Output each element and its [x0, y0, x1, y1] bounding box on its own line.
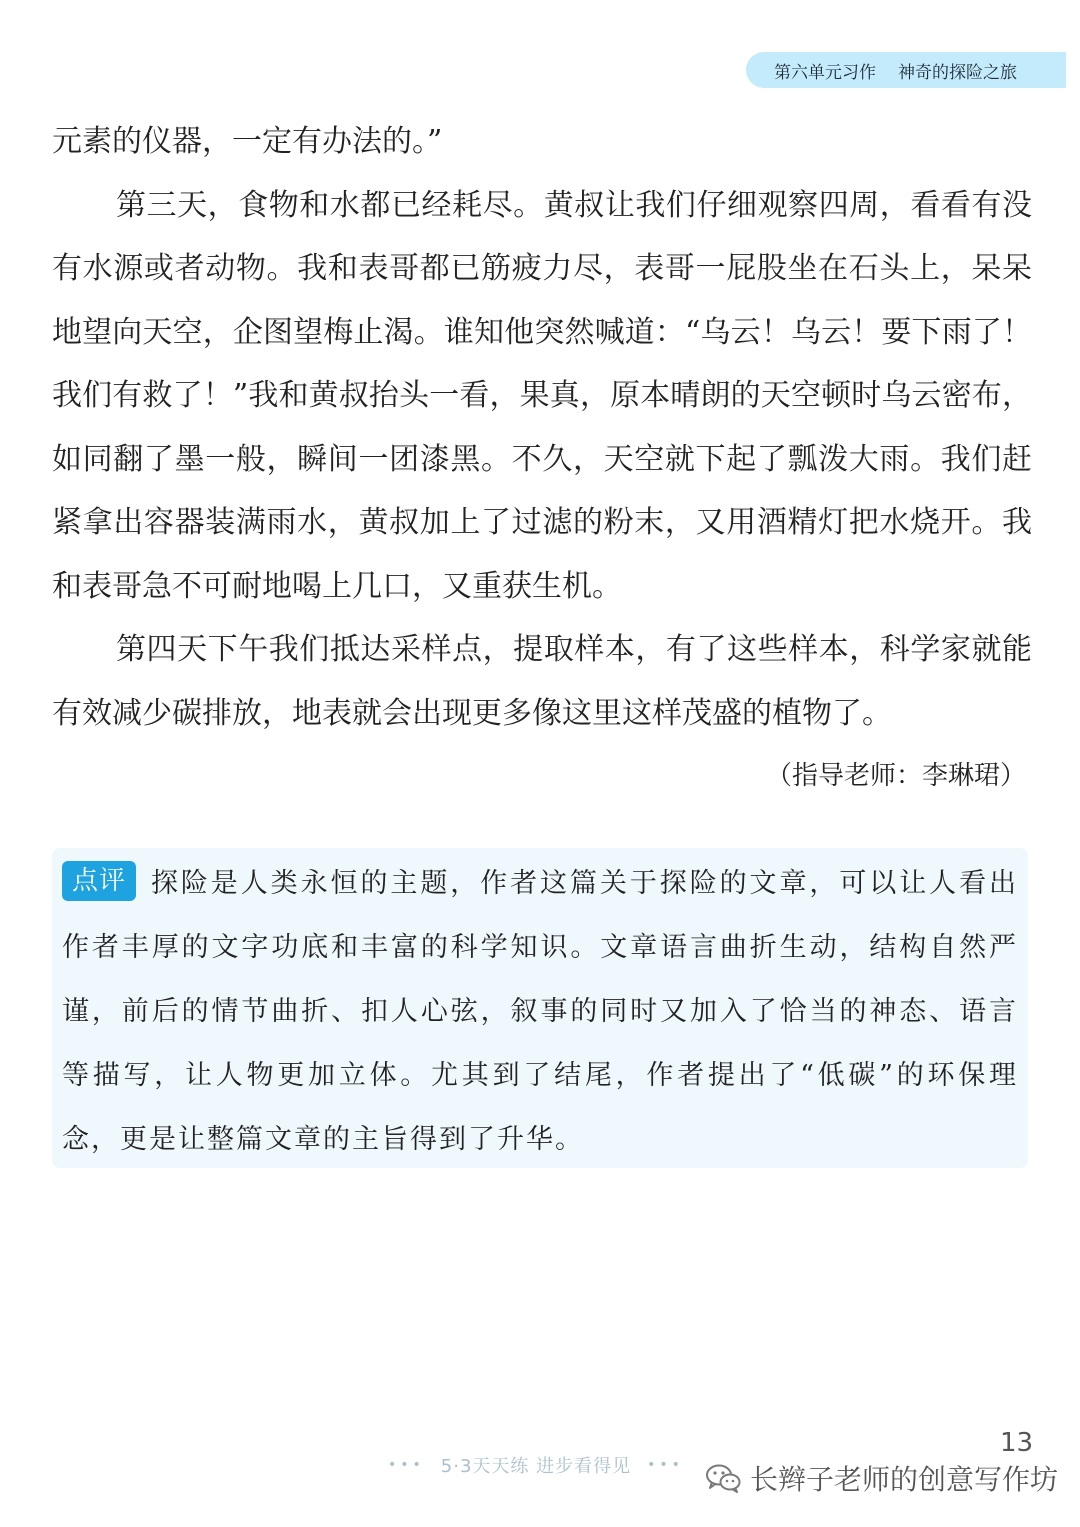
footer-dots-left: ••• [388, 1457, 425, 1473]
footer-dots-right: ••• [647, 1457, 684, 1473]
wechat-icon [704, 1463, 742, 1493]
watermark [704, 1458, 1058, 1498]
page-number: 13 [1000, 1428, 1034, 1458]
comment-paragraph [62, 852, 1018, 1172]
comment-badge: 点评 [62, 861, 136, 901]
footer-slogan-bar [388, 1452, 684, 1478]
unit-label: 第六单元习作 [774, 62, 876, 83]
chapter-title: 神奇的探险之旅 [898, 62, 1017, 83]
watermark-text: 长辫子老师的创意写作坊 [750, 1463, 1059, 1496]
comment-box [52, 848, 1028, 1168]
essay-body [52, 110, 1032, 809]
chapter-header-tab [746, 52, 1066, 88]
teacher-signature: （指导老师：李琳珺） [765, 761, 1026, 791]
comment-text: 探险是人类永恒的主题，作者这篇关于探险的文章，可以让人看出作者丰厚的文字功底和丰富的科学知识。文章语言曲折生动，结构自然严谨，前后的情节曲折、扣人心弦，叙事的同时又加入了恰当的神态、语言等描写，让人物更加立体。尤其到了结尾，作者提出了“低碳”的环保理念，更是让整篇文章的主旨得到了升华。 [62, 868, 1018, 1155]
footer-slogan: 5·3天天练 进步看得见 [440, 1456, 632, 1477]
essay-paragraph-continued: 元素的仪器，一定有办法的。” [52, 124, 443, 159]
essay-paragraph: 第四天下午我们抵达采样点，提取样本，有了这些样本，科学家就能有效减少碳排放，地表就会出现更多像这里这样茂盛的植物了。 [52, 632, 1032, 731]
essay-paragraph: 第三天，食物和水都已经耗尽。黄叔让我们仔细观察四周，看看有没有水源或者动物。我和表哥都已筋疲力尽，表哥一屁股坐在石头上，呆呆地望向天空，企图望梅止渴。谁知他突然喊道：“乌云！乌云！要下雨了！我们有救了！”我和黄叔抬头一看，果真，原本晴朗的天空顿时乌云密布，如同翻了墨一般，瞬间一团漆黑。不久，天空就下起了瓢泼大雨。我们赶紧拿出容器装满雨水，黄叔加上了过滤的粉末，又用酒精灯把水烧开。我和表哥急不可耐地喝上几口，又重获生机。 [52, 187, 1032, 604]
